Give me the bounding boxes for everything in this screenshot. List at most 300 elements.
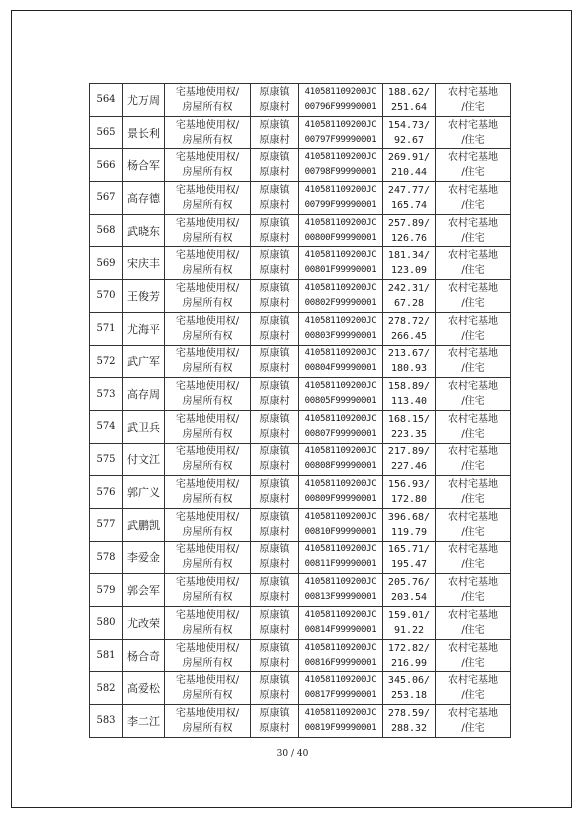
- land-use-line: /住宅: [461, 722, 485, 734]
- table-row: [90, 508, 511, 541]
- location-line: 原康镇: [259, 413, 290, 425]
- right-type-line: 宅基地使用权/: [175, 413, 240, 425]
- location-line: 原康镇: [259, 642, 290, 654]
- right-type-line: 房屋所有权: [182, 559, 233, 571]
- location-line: 原康镇: [259, 348, 290, 360]
- table-row: [90, 541, 511, 574]
- right-type: [165, 345, 251, 378]
- area-line: 247.77/: [387, 184, 431, 196]
- owner-name: 高爱松: [123, 672, 165, 705]
- right-type-line: 宅基地使用权/: [175, 315, 240, 327]
- land-use-line: /住宅: [461, 428, 485, 440]
- area-line: 216.99: [390, 657, 428, 669]
- row-number: 570: [90, 280, 123, 313]
- area-line: 278.72/: [387, 315, 431, 327]
- area-line: 205.76/: [387, 577, 431, 589]
- right-type-line: 宅基地使用权/: [175, 348, 240, 360]
- area-line: 251.64: [390, 101, 428, 113]
- area-line: 156.93/: [387, 479, 431, 491]
- land-use: [436, 312, 511, 345]
- area-line: 91.22: [393, 624, 425, 636]
- land-use: [436, 247, 511, 280]
- land-use-line: 农村宅基地: [448, 707, 498, 719]
- area: [383, 312, 436, 345]
- land-use-line: 农村宅基地: [448, 479, 498, 491]
- row-number: 576: [90, 476, 123, 509]
- location-line: 原康镇: [259, 86, 290, 98]
- table-row: [90, 84, 511, 117]
- right-type-line: 宅基地使用权/: [175, 642, 240, 654]
- unit-code-line: 410581109200JC: [304, 381, 377, 392]
- location-line: 原康村: [259, 559, 290, 571]
- right-type-line: 房屋所有权: [182, 428, 233, 440]
- location: [251, 378, 299, 411]
- table-row: [90, 214, 511, 247]
- area: [383, 149, 436, 182]
- right-type: [165, 84, 251, 117]
- location-line: 原康村: [259, 134, 290, 146]
- right-type-line: 房屋所有权: [182, 657, 233, 669]
- area-line: 172.80: [390, 494, 428, 506]
- land-use: [436, 672, 511, 705]
- owner-name: 郭会军: [123, 574, 165, 607]
- location: [251, 247, 299, 280]
- unit-code: [299, 149, 383, 182]
- location-line: 原康镇: [259, 675, 290, 687]
- unit-code-line: 410581109200JC: [304, 479, 377, 490]
- land-use: [436, 378, 511, 411]
- area-line: 67.28: [393, 297, 425, 309]
- location-line: 原康村: [259, 199, 290, 211]
- unit-code-line: 00809F99990001: [304, 494, 377, 505]
- area-line: 223.35: [390, 428, 428, 440]
- area: [383, 705, 436, 738]
- unit-code-line: 00819F99990001: [304, 722, 377, 733]
- land-use: [436, 574, 511, 607]
- area-line: 278.59/: [387, 707, 431, 719]
- area-line: 126.76: [390, 232, 428, 244]
- owner-name: 武鹏凯: [123, 508, 165, 541]
- location-line: 原康镇: [259, 707, 290, 719]
- right-type-line: 房屋所有权: [182, 232, 233, 244]
- unit-code: [299, 214, 383, 247]
- row-number: 566: [90, 149, 123, 182]
- right-type-line: 房屋所有权: [182, 461, 233, 473]
- unit-code-line: 410581109200JC: [304, 413, 377, 424]
- area-line: 188.62/: [387, 86, 431, 98]
- right-type-line: 房屋所有权: [182, 297, 233, 309]
- right-type-line: 宅基地使用权/: [175, 446, 240, 458]
- area-line: 257.89/: [387, 217, 431, 229]
- land-use-line: /住宅: [461, 592, 485, 604]
- unit-code-line: 00801F99990001: [304, 265, 377, 276]
- location-line: 原康村: [259, 232, 290, 244]
- unit-code-line: 00800F99990001: [304, 232, 377, 243]
- right-type-line: 宅基地使用权/: [175, 184, 240, 196]
- unit-code-line: 00797F99990001: [304, 134, 377, 145]
- right-type: [165, 639, 251, 672]
- right-type-line: 宅基地使用权/: [175, 381, 240, 393]
- owner-name: 付文江: [123, 443, 165, 476]
- unit-code-line: 00802F99990001: [304, 297, 377, 308]
- unit-code: [299, 410, 383, 443]
- right-type: [165, 312, 251, 345]
- area-line: 180.93: [390, 363, 428, 375]
- unit-code-line: 410581109200JC: [304, 86, 377, 97]
- unit-code-line: 00814F99990001: [304, 624, 377, 635]
- unit-code-line: 410581109200JC: [304, 119, 377, 130]
- row-number: 579: [90, 574, 123, 607]
- location-line: 原康村: [259, 101, 290, 113]
- table-row: [90, 378, 511, 411]
- area: [383, 84, 436, 117]
- right-type-line: 宅基地使用权/: [175, 544, 240, 556]
- unit-code: [299, 639, 383, 672]
- land-use: [436, 182, 511, 215]
- right-type: [165, 116, 251, 149]
- area-line: 203.54: [390, 592, 428, 604]
- area-line: 269.91/: [387, 152, 431, 164]
- right-type-line: 宅基地使用权/: [175, 479, 240, 491]
- land-use: [436, 149, 511, 182]
- unit-code-line: 00810F99990001: [304, 526, 377, 537]
- unit-code: [299, 443, 383, 476]
- owner-name: 李爱金: [123, 541, 165, 574]
- area-line: 266.45: [390, 330, 428, 342]
- row-number: 582: [90, 672, 123, 705]
- land-use-line: /住宅: [461, 657, 485, 669]
- location-line: 原康镇: [259, 544, 290, 556]
- land-use-line: /住宅: [461, 363, 485, 375]
- unit-code: [299, 672, 383, 705]
- row-number: 568: [90, 214, 123, 247]
- row-number: 569: [90, 247, 123, 280]
- land-use: [436, 410, 511, 443]
- right-type-line: 宅基地使用权/: [175, 577, 240, 589]
- location-line: 原康镇: [259, 577, 290, 589]
- right-type-line: 房屋所有权: [182, 690, 233, 702]
- right-type-line: 宅基地使用权/: [175, 675, 240, 687]
- location-line: 原康村: [259, 428, 290, 440]
- right-type-line: 宅基地使用权/: [175, 282, 240, 294]
- land-use-line: 农村宅基地: [448, 413, 498, 425]
- area-line: 165.71/: [387, 544, 431, 556]
- row-number: 565: [90, 116, 123, 149]
- land-use-line: 农村宅基地: [448, 119, 498, 131]
- unit-code-line: 410581109200JC: [304, 282, 377, 293]
- unit-code-line: 410581109200JC: [304, 642, 377, 653]
- right-type: [165, 149, 251, 182]
- right-type-line: 房屋所有权: [182, 199, 233, 211]
- land-use: [436, 280, 511, 313]
- land-use-line: /住宅: [461, 167, 485, 179]
- row-number: 583: [90, 705, 123, 738]
- land-use: [436, 639, 511, 672]
- location-line: 原康村: [259, 624, 290, 636]
- land-use-line: /住宅: [461, 330, 485, 342]
- right-type-line: 宅基地使用权/: [175, 86, 240, 98]
- land-use-line: /住宅: [461, 199, 485, 211]
- location-line: 原康村: [259, 690, 290, 702]
- location-line: 原康镇: [259, 282, 290, 294]
- land-use-line: /住宅: [461, 690, 485, 702]
- unit-code: [299, 508, 383, 541]
- right-type-line: 房屋所有权: [182, 592, 233, 604]
- right-type: [165, 410, 251, 443]
- area: [383, 182, 436, 215]
- land-use-line: 农村宅基地: [448, 511, 498, 523]
- land-use-line: 农村宅基地: [448, 217, 498, 229]
- area: [383, 607, 436, 640]
- location: [251, 345, 299, 378]
- unit-code: [299, 312, 383, 345]
- area-line: 288.32: [390, 722, 428, 734]
- unit-code-line: 410581109200JC: [304, 152, 377, 163]
- land-use-line: /住宅: [461, 101, 485, 113]
- area-line: 195.47: [390, 559, 428, 571]
- location-line: 原康镇: [259, 152, 290, 164]
- location: [251, 705, 299, 738]
- unit-code-line: 00796F99990001: [304, 101, 377, 112]
- right-type-line: 房屋所有权: [182, 167, 233, 179]
- right-type: [165, 280, 251, 313]
- location: [251, 149, 299, 182]
- location-line: 原康村: [259, 396, 290, 408]
- area-line: 113.40: [390, 396, 428, 408]
- row-number: 567: [90, 182, 123, 215]
- location-line: 原康镇: [259, 250, 290, 262]
- row-number: 580: [90, 607, 123, 640]
- land-use-line: 农村宅基地: [448, 184, 498, 196]
- right-type: [165, 672, 251, 705]
- unit-code-line: 00803F99990001: [304, 330, 377, 341]
- unit-code-line: 410581109200JC: [304, 707, 377, 718]
- right-type-line: 房屋所有权: [182, 722, 233, 734]
- location-line: 原康镇: [259, 479, 290, 491]
- land-use-line: 农村宅基地: [448, 609, 498, 621]
- area: [383, 508, 436, 541]
- unit-code: [299, 378, 383, 411]
- right-type-line: 宅基地使用权/: [175, 152, 240, 164]
- owner-name: 宋庆丰: [123, 247, 165, 280]
- unit-code-line: 00807F99990001: [304, 428, 377, 439]
- row-number: 564: [90, 84, 123, 117]
- area: [383, 574, 436, 607]
- land-use: [436, 705, 511, 738]
- unit-code-line: 410581109200JC: [304, 609, 377, 620]
- table-body: [90, 84, 511, 738]
- location-line: 原康村: [259, 592, 290, 604]
- registration-table: [89, 83, 511, 738]
- right-type-line: 房屋所有权: [182, 396, 233, 408]
- location-line: 原康村: [259, 167, 290, 179]
- right-type-line: 宅基地使用权/: [175, 609, 240, 621]
- location: [251, 116, 299, 149]
- location: [251, 280, 299, 313]
- area: [383, 410, 436, 443]
- land-use-line: 农村宅基地: [448, 675, 498, 687]
- area-line: 159.01/: [387, 609, 431, 621]
- land-use-line: 农村宅基地: [448, 348, 498, 360]
- owner-name: 武卫兵: [123, 410, 165, 443]
- land-use-line: 农村宅基地: [448, 642, 498, 654]
- location-line: 原康镇: [259, 217, 290, 229]
- area-line: 227.46: [390, 461, 428, 473]
- owner-name: 郭广义: [123, 476, 165, 509]
- right-type: [165, 378, 251, 411]
- unit-code-line: 410581109200JC: [304, 511, 377, 522]
- location: [251, 476, 299, 509]
- area: [383, 476, 436, 509]
- location: [251, 672, 299, 705]
- right-type-line: 宅基地使用权/: [175, 250, 240, 262]
- row-number: 571: [90, 312, 123, 345]
- row-number: 572: [90, 345, 123, 378]
- location-line: 原康村: [259, 526, 290, 538]
- unit-code-line: 410581109200JC: [304, 315, 377, 326]
- land-use-line: 农村宅基地: [448, 577, 498, 589]
- location: [251, 508, 299, 541]
- area-line: 123.09: [390, 265, 428, 277]
- unit-code: [299, 280, 383, 313]
- right-type: [165, 508, 251, 541]
- location-line: 原康镇: [259, 446, 290, 458]
- unit-code-line: 410581109200JC: [304, 348, 377, 359]
- area: [383, 345, 436, 378]
- area: [383, 672, 436, 705]
- land-use-line: /住宅: [461, 265, 485, 277]
- row-number: 573: [90, 378, 123, 411]
- right-type-line: 房屋所有权: [182, 134, 233, 146]
- owner-name: 李二江: [123, 705, 165, 738]
- area-line: 213.67/: [387, 348, 431, 360]
- unit-code: [299, 84, 383, 117]
- owner-name: 武晓东: [123, 214, 165, 247]
- owner-name: 尤改荣: [123, 607, 165, 640]
- unit-code: [299, 705, 383, 738]
- land-use-line: /住宅: [461, 396, 485, 408]
- area-line: 253.18: [390, 690, 428, 702]
- location-line: 原康村: [259, 330, 290, 342]
- land-use-line: /住宅: [461, 494, 485, 506]
- right-type: [165, 705, 251, 738]
- owner-name: 尤万周: [123, 84, 165, 117]
- area-line: 158.89/: [387, 381, 431, 393]
- row-number: 577: [90, 508, 123, 541]
- unit-code: [299, 247, 383, 280]
- land-use: [436, 116, 511, 149]
- right-type-line: 房屋所有权: [182, 330, 233, 342]
- location: [251, 84, 299, 117]
- unit-code-line: 00817F99990001: [304, 690, 377, 701]
- right-type: [165, 443, 251, 476]
- location: [251, 214, 299, 247]
- land-use-line: /住宅: [461, 232, 485, 244]
- unit-code-line: 410581109200JC: [304, 446, 377, 457]
- area-line: 210.44: [390, 167, 428, 179]
- area-line: 217.89/: [387, 446, 431, 458]
- location: [251, 574, 299, 607]
- table-row: [90, 639, 511, 672]
- table-row: [90, 312, 511, 345]
- location: [251, 443, 299, 476]
- area-line: 165.74: [390, 199, 428, 211]
- page-number: 30 / 40: [276, 749, 309, 759]
- area: [383, 280, 436, 313]
- right-type-line: 宅基地使用权/: [175, 217, 240, 229]
- row-number: 574: [90, 410, 123, 443]
- land-use: [436, 607, 511, 640]
- table-row: [90, 672, 511, 705]
- unit-code-line: 00804F99990001: [304, 363, 377, 374]
- land-use-line: 农村宅基地: [448, 315, 498, 327]
- land-use-line: /住宅: [461, 297, 485, 309]
- table-row: [90, 705, 511, 738]
- location-line: 原康镇: [259, 381, 290, 393]
- land-use-line: /住宅: [461, 461, 485, 473]
- table-row: [90, 182, 511, 215]
- location-line: 原康村: [259, 461, 290, 473]
- land-use: [436, 214, 511, 247]
- table-row: [90, 116, 511, 149]
- area-line: 172.82/: [387, 642, 431, 654]
- unit-code-line: 00799F99990001: [304, 199, 377, 210]
- land-use-line: /住宅: [461, 526, 485, 538]
- row-number: 575: [90, 443, 123, 476]
- table-row: [90, 443, 511, 476]
- owner-name: 高存德: [123, 182, 165, 215]
- area-line: 242.31/: [387, 282, 431, 294]
- land-use: [436, 476, 511, 509]
- area: [383, 214, 436, 247]
- land-use: [436, 541, 511, 574]
- area-line: 92.67: [393, 134, 425, 146]
- area-line: 396.68/: [387, 511, 431, 523]
- land-use: [436, 345, 511, 378]
- location: [251, 541, 299, 574]
- location-line: 原康村: [259, 494, 290, 506]
- unit-code-line: 00813F99990001: [304, 592, 377, 603]
- area-line: 181.34/: [387, 250, 431, 262]
- location-line: 原康村: [259, 297, 290, 309]
- location: [251, 607, 299, 640]
- unit-code: [299, 607, 383, 640]
- owner-name: 武广军: [123, 345, 165, 378]
- land-use-line: 农村宅基地: [448, 86, 498, 98]
- location: [251, 182, 299, 215]
- right-type-line: 房屋所有权: [182, 363, 233, 375]
- right-type: [165, 247, 251, 280]
- land-use-line: /住宅: [461, 559, 485, 571]
- row-number: 578: [90, 541, 123, 574]
- owner-name: 杨合军: [123, 149, 165, 182]
- unit-code-line: 00811F99990001: [304, 559, 377, 570]
- land-use-line: /住宅: [461, 624, 485, 636]
- owner-name: 尤海平: [123, 312, 165, 345]
- row-number: 581: [90, 639, 123, 672]
- location-line: 原康村: [259, 265, 290, 277]
- right-type: [165, 607, 251, 640]
- land-use-line: 农村宅基地: [448, 544, 498, 556]
- area-line: 168.15/: [387, 413, 431, 425]
- right-type-line: 宅基地使用权/: [175, 707, 240, 719]
- location-line: 原康镇: [259, 609, 290, 621]
- owner-name: 杨合奇: [123, 639, 165, 672]
- unit-code: [299, 116, 383, 149]
- unit-code-line: 410581109200JC: [304, 675, 377, 686]
- table-row: [90, 345, 511, 378]
- unit-code: [299, 476, 383, 509]
